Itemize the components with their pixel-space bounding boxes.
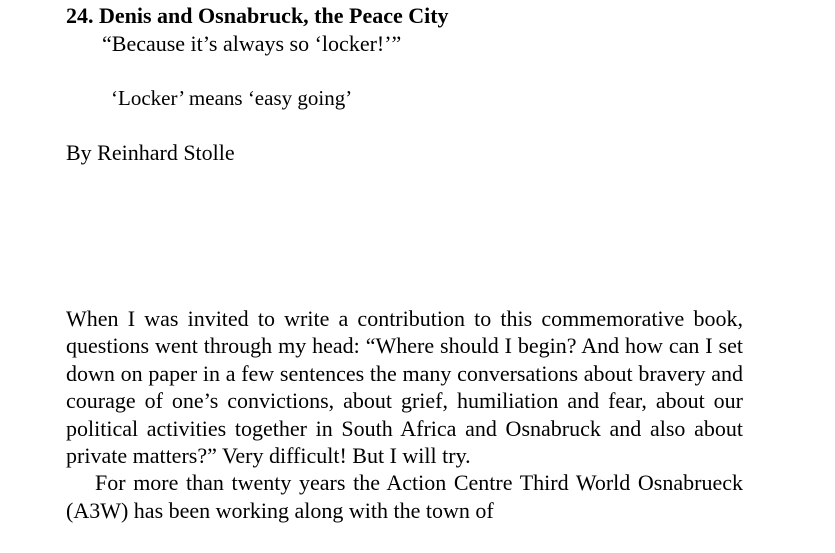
- chapter-title: 24. Denis and Osnabruck, the Peace City: [66, 3, 449, 28]
- chapter-subtitle: “Because it’s always so ‘locker!’”: [102, 31, 402, 56]
- author-byline: By Reinhard Stolle: [66, 140, 235, 165]
- translation-note: ‘Locker’ means ‘easy going’: [111, 86, 353, 110]
- paragraph: When I was invited to write a contribution to this commemorative book, questions went through my head: “Where should I begin? And how can I set down on paper in a few sentences the many conversations about bravery and courage of one’s convictions, about grief, humiliation and fear, about our political activities together in South Africa and Osnabruck and also about private matters?” Very difficult! But I will try.: [66, 306, 743, 469]
- paragraph: For more than twenty years the Action Centre Third World Osnabrueck (A3W) has been working along with the town of: [66, 470, 743, 523]
- body-text: [66, 305, 743, 524]
